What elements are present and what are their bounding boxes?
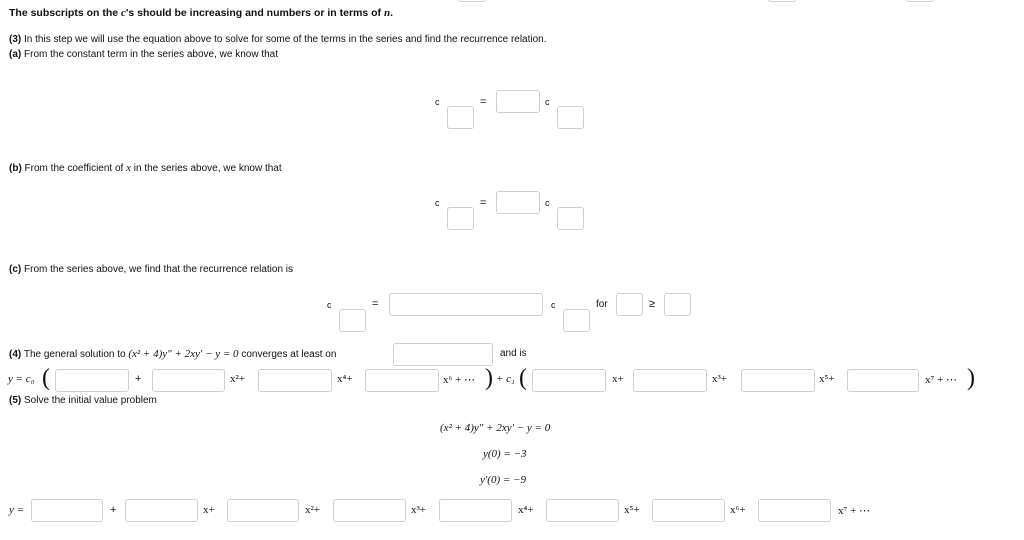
- geq-symbol: ≥: [649, 298, 656, 310]
- subscript-input-3a-right[interactable]: [557, 106, 584, 129]
- x7-term: x⁷ + ⋯: [925, 374, 958, 386]
- subscript-input-3c-left[interactable]: [339, 309, 366, 332]
- ivp-input-x6[interactable]: [652, 499, 725, 522]
- y-equals: y =: [9, 504, 25, 516]
- coefficient-input-3b[interactable]: [496, 191, 540, 214]
- equals-sign: =: [372, 298, 379, 310]
- ivp-x6-term: x⁶+: [730, 504, 746, 516]
- close-paren: ): [967, 365, 975, 391]
- x4-term: x⁴+: [337, 373, 353, 385]
- for-label: for: [596, 299, 608, 310]
- ivp-input-x4[interactable]: [439, 499, 512, 522]
- plus-sign: +: [135, 373, 142, 385]
- subscript-input-3b-right[interactable]: [557, 207, 584, 230]
- coefficient-input-3a[interactable]: [496, 90, 540, 113]
- x-term: x+: [612, 373, 624, 385]
- ivp-input-x3[interactable]: [333, 499, 406, 522]
- ivp-input-x2[interactable]: [227, 499, 299, 522]
- c-symbol: c: [435, 198, 440, 208]
- subscript-input-3a-left[interactable]: [447, 106, 474, 129]
- c-symbol: c: [545, 97, 550, 107]
- series0-input-x6[interactable]: [365, 369, 439, 392]
- instruction-header: The subscripts on the c's should be increasing and numbers or in terms of n.: [9, 7, 393, 19]
- subscript-input-3c-right[interactable]: [563, 309, 590, 332]
- x6-term: x⁶ + ⋯: [443, 374, 476, 386]
- and-is-label: and is: [500, 348, 527, 359]
- step3a-text: (a) From the constant term in the series above, we know that: [9, 49, 279, 60]
- open-paren: (: [519, 365, 527, 391]
- n-input[interactable]: [616, 293, 643, 316]
- plus-c1: + c₁: [496, 373, 515, 385]
- series0-input-const[interactable]: [55, 369, 129, 392]
- series0-input-x2[interactable]: [152, 369, 225, 392]
- c-symbol: c: [435, 97, 440, 107]
- series1-input-x[interactable]: [532, 369, 606, 392]
- x5-term: x⁵+: [819, 373, 835, 385]
- close-paren: ): [485, 365, 493, 391]
- ivp-input-x7[interactable]: [758, 499, 831, 522]
- equals-sign: =: [480, 96, 487, 108]
- ivp-x3-term: x³+: [411, 504, 427, 516]
- x3-term: x³+: [712, 373, 728, 385]
- ivp-x7-term: x⁷ + ⋯: [838, 505, 871, 517]
- x2-term: x²+: [230, 373, 246, 385]
- step5-text: (5) Solve the initial value problem: [9, 395, 157, 406]
- ivp-x4-term: x⁴+: [518, 504, 534, 516]
- equals-sign: =: [480, 197, 487, 209]
- series1-input-x5[interactable]: [741, 369, 815, 392]
- ivp-x5-term: x⁵+: [624, 504, 640, 516]
- y-equals-c0: y = c₀: [8, 373, 35, 385]
- step3-intro: (3) In this step we will use the equation above to solve for some of the terms in the series and find the recurrence relation.: [9, 34, 547, 45]
- ivp-ode: (x² + 4)y″ + 2xy′ − y = 0: [440, 422, 551, 434]
- top-cutoff-input[interactable]: [458, 0, 486, 2]
- ivp-input-x5[interactable]: [546, 499, 619, 522]
- top-cutoff-input[interactable]: [768, 0, 796, 2]
- c-symbol: c: [327, 300, 332, 310]
- ivp-initial-y: y(0) = −3: [483, 448, 527, 460]
- recurrence-input[interactable]: [389, 293, 543, 316]
- ivp-x2-term: x²+: [305, 504, 321, 516]
- ivp-initial-yprime: y′(0) = −9: [480, 474, 526, 486]
- top-cutoff-input[interactable]: [906, 0, 934, 2]
- series0-input-x4[interactable]: [258, 369, 332, 392]
- subscript-input-3b-left[interactable]: [447, 207, 474, 230]
- c-symbol: c: [551, 300, 556, 310]
- open-paren: (: [42, 365, 50, 391]
- n-lower-bound-input[interactable]: [664, 293, 691, 316]
- step3b-text: (b) From the coefficient of x in the series above, we know that: [9, 162, 282, 174]
- step3c-text: (c) From the series above, we find that the recurrence relation is: [9, 264, 294, 275]
- ivp-input-const[interactable]: [31, 499, 103, 522]
- step4-text: (4) The general solution to (x² + 4)y″ + 2xy′ − y = 0 converges at least on: [9, 348, 337, 360]
- ivp-x-term: x+: [203, 504, 215, 516]
- ivp-input-x[interactable]: [125, 499, 198, 522]
- series1-input-x3[interactable]: [633, 369, 707, 392]
- plus-sign: +: [110, 504, 117, 516]
- series1-input-x7[interactable]: [847, 369, 919, 392]
- convergence-interval-input[interactable]: [393, 343, 493, 366]
- c-symbol: c: [545, 198, 550, 208]
